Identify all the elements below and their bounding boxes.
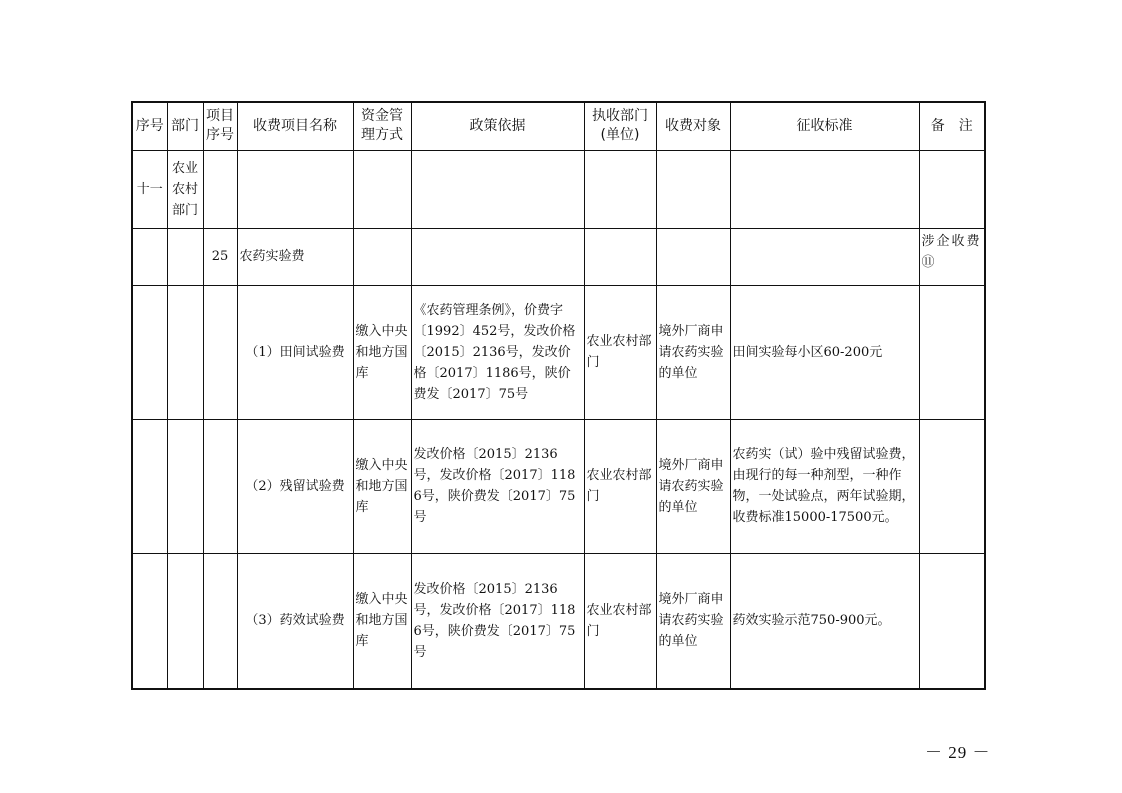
empty-cell bbox=[167, 419, 203, 553]
dept-name-cell: 农业农村部门 bbox=[167, 150, 203, 228]
sub-collector-cell: 农业农村部门 bbox=[584, 419, 656, 553]
empty-cell bbox=[919, 419, 985, 553]
table-row-sub-item bbox=[132, 419, 985, 553]
table-row-sub-item bbox=[132, 553, 985, 689]
sub-fee-name-cell: （3）药效试验费 bbox=[237, 553, 353, 689]
sub-standard-cell: 田间实验每小区60-200元 bbox=[730, 285, 919, 419]
sub-collector-cell: 农业农村部门 bbox=[584, 553, 656, 689]
empty-cell bbox=[411, 228, 584, 285]
empty-cell bbox=[167, 285, 203, 419]
sub-policy-cell: 发改价格〔2015〕2136号，发改价格〔2017〕1186号，陕价费发〔2017〕75号 bbox=[411, 553, 584, 689]
header-item-seq: 项目序号 bbox=[203, 102, 237, 150]
table-row-dept bbox=[132, 150, 985, 228]
header-fund-mgmt: 资金管理方式 bbox=[353, 102, 411, 150]
item-fee-name-cell: 农药实验费 bbox=[237, 228, 353, 285]
empty-cell bbox=[656, 150, 730, 228]
empty-cell bbox=[730, 150, 919, 228]
sub-target-cell: 境外厂商申请农药实验的单位 bbox=[656, 285, 730, 419]
item-seq-cell: 25 bbox=[203, 228, 237, 285]
empty-cell bbox=[919, 285, 985, 419]
empty-cell bbox=[919, 150, 985, 228]
empty-cell bbox=[167, 553, 203, 689]
header-standard: 征收标准 bbox=[730, 102, 919, 150]
empty-cell bbox=[132, 228, 167, 285]
empty-cell bbox=[132, 553, 167, 689]
sub-policy-cell: 发改价格〔2015〕2136号，发改价格〔2017〕1186号，陕价费发〔2017〕75号 bbox=[411, 419, 584, 553]
sub-fund-mgmt-cell: 缴入中央和地方国库 bbox=[353, 553, 411, 689]
sub-fee-name-cell: （1）田间试验费 bbox=[237, 285, 353, 419]
empty-cell bbox=[203, 150, 237, 228]
dept-seq-cell: 十一 bbox=[132, 150, 167, 228]
sub-target-cell: 境外厂商申请农药实验的单位 bbox=[656, 419, 730, 553]
empty-cell bbox=[203, 285, 237, 419]
sub-standard-cell: 农药实（试）验中残留试验费，由现行的每一种剂型，一种作物，一处试验点，两年试验期，收费标准15000-17500元。 bbox=[730, 419, 919, 553]
empty-cell bbox=[132, 419, 167, 553]
sub-target-cell: 境外厂商申请农药实验的单位 bbox=[656, 553, 730, 689]
empty-cell bbox=[237, 150, 353, 228]
empty-cell bbox=[353, 150, 411, 228]
fee-table bbox=[131, 101, 986, 690]
empty-cell bbox=[353, 228, 411, 285]
item-note-cell: 涉企收费⑪ bbox=[919, 228, 985, 285]
table-header-row bbox=[132, 102, 985, 150]
table-row-sub-item bbox=[132, 285, 985, 419]
empty-cell bbox=[584, 228, 656, 285]
table-row-item bbox=[132, 228, 985, 285]
empty-cell bbox=[919, 553, 985, 689]
sub-fee-name-cell: （2）残留试验费 bbox=[237, 419, 353, 553]
sub-collector-cell: 农业农村部门 bbox=[584, 285, 656, 419]
empty-cell bbox=[584, 150, 656, 228]
empty-cell bbox=[656, 228, 730, 285]
header-dept: 部门 bbox=[167, 102, 203, 150]
sub-standard-cell: 药效实验示范750-900元。 bbox=[730, 553, 919, 689]
sub-fund-mgmt-cell: 缴入中央和地方国库 bbox=[353, 419, 411, 553]
sub-policy-cell: 《农药管理条例》，价费字〔1992〕452号，发改价格〔2015〕2136号，发改价格〔2017〕1186号，陕价费发〔2017〕75号 bbox=[411, 285, 584, 419]
empty-cell bbox=[411, 150, 584, 228]
empty-cell bbox=[167, 228, 203, 285]
page-number: － 29 － bbox=[925, 743, 991, 762]
header-seq: 序号 bbox=[132, 102, 167, 150]
empty-cell bbox=[132, 285, 167, 419]
header-note: 备 注 bbox=[919, 102, 985, 150]
header-collector: 执收部门(单位) bbox=[584, 102, 656, 150]
header-fee-name: 收费项目名称 bbox=[237, 102, 353, 150]
empty-cell bbox=[203, 553, 237, 689]
sub-fund-mgmt-cell: 缴入中央和地方国库 bbox=[353, 285, 411, 419]
header-policy: 政策依据 bbox=[411, 102, 584, 150]
empty-cell bbox=[730, 228, 919, 285]
header-target: 收费对象 bbox=[656, 102, 730, 150]
empty-cell bbox=[203, 419, 237, 553]
